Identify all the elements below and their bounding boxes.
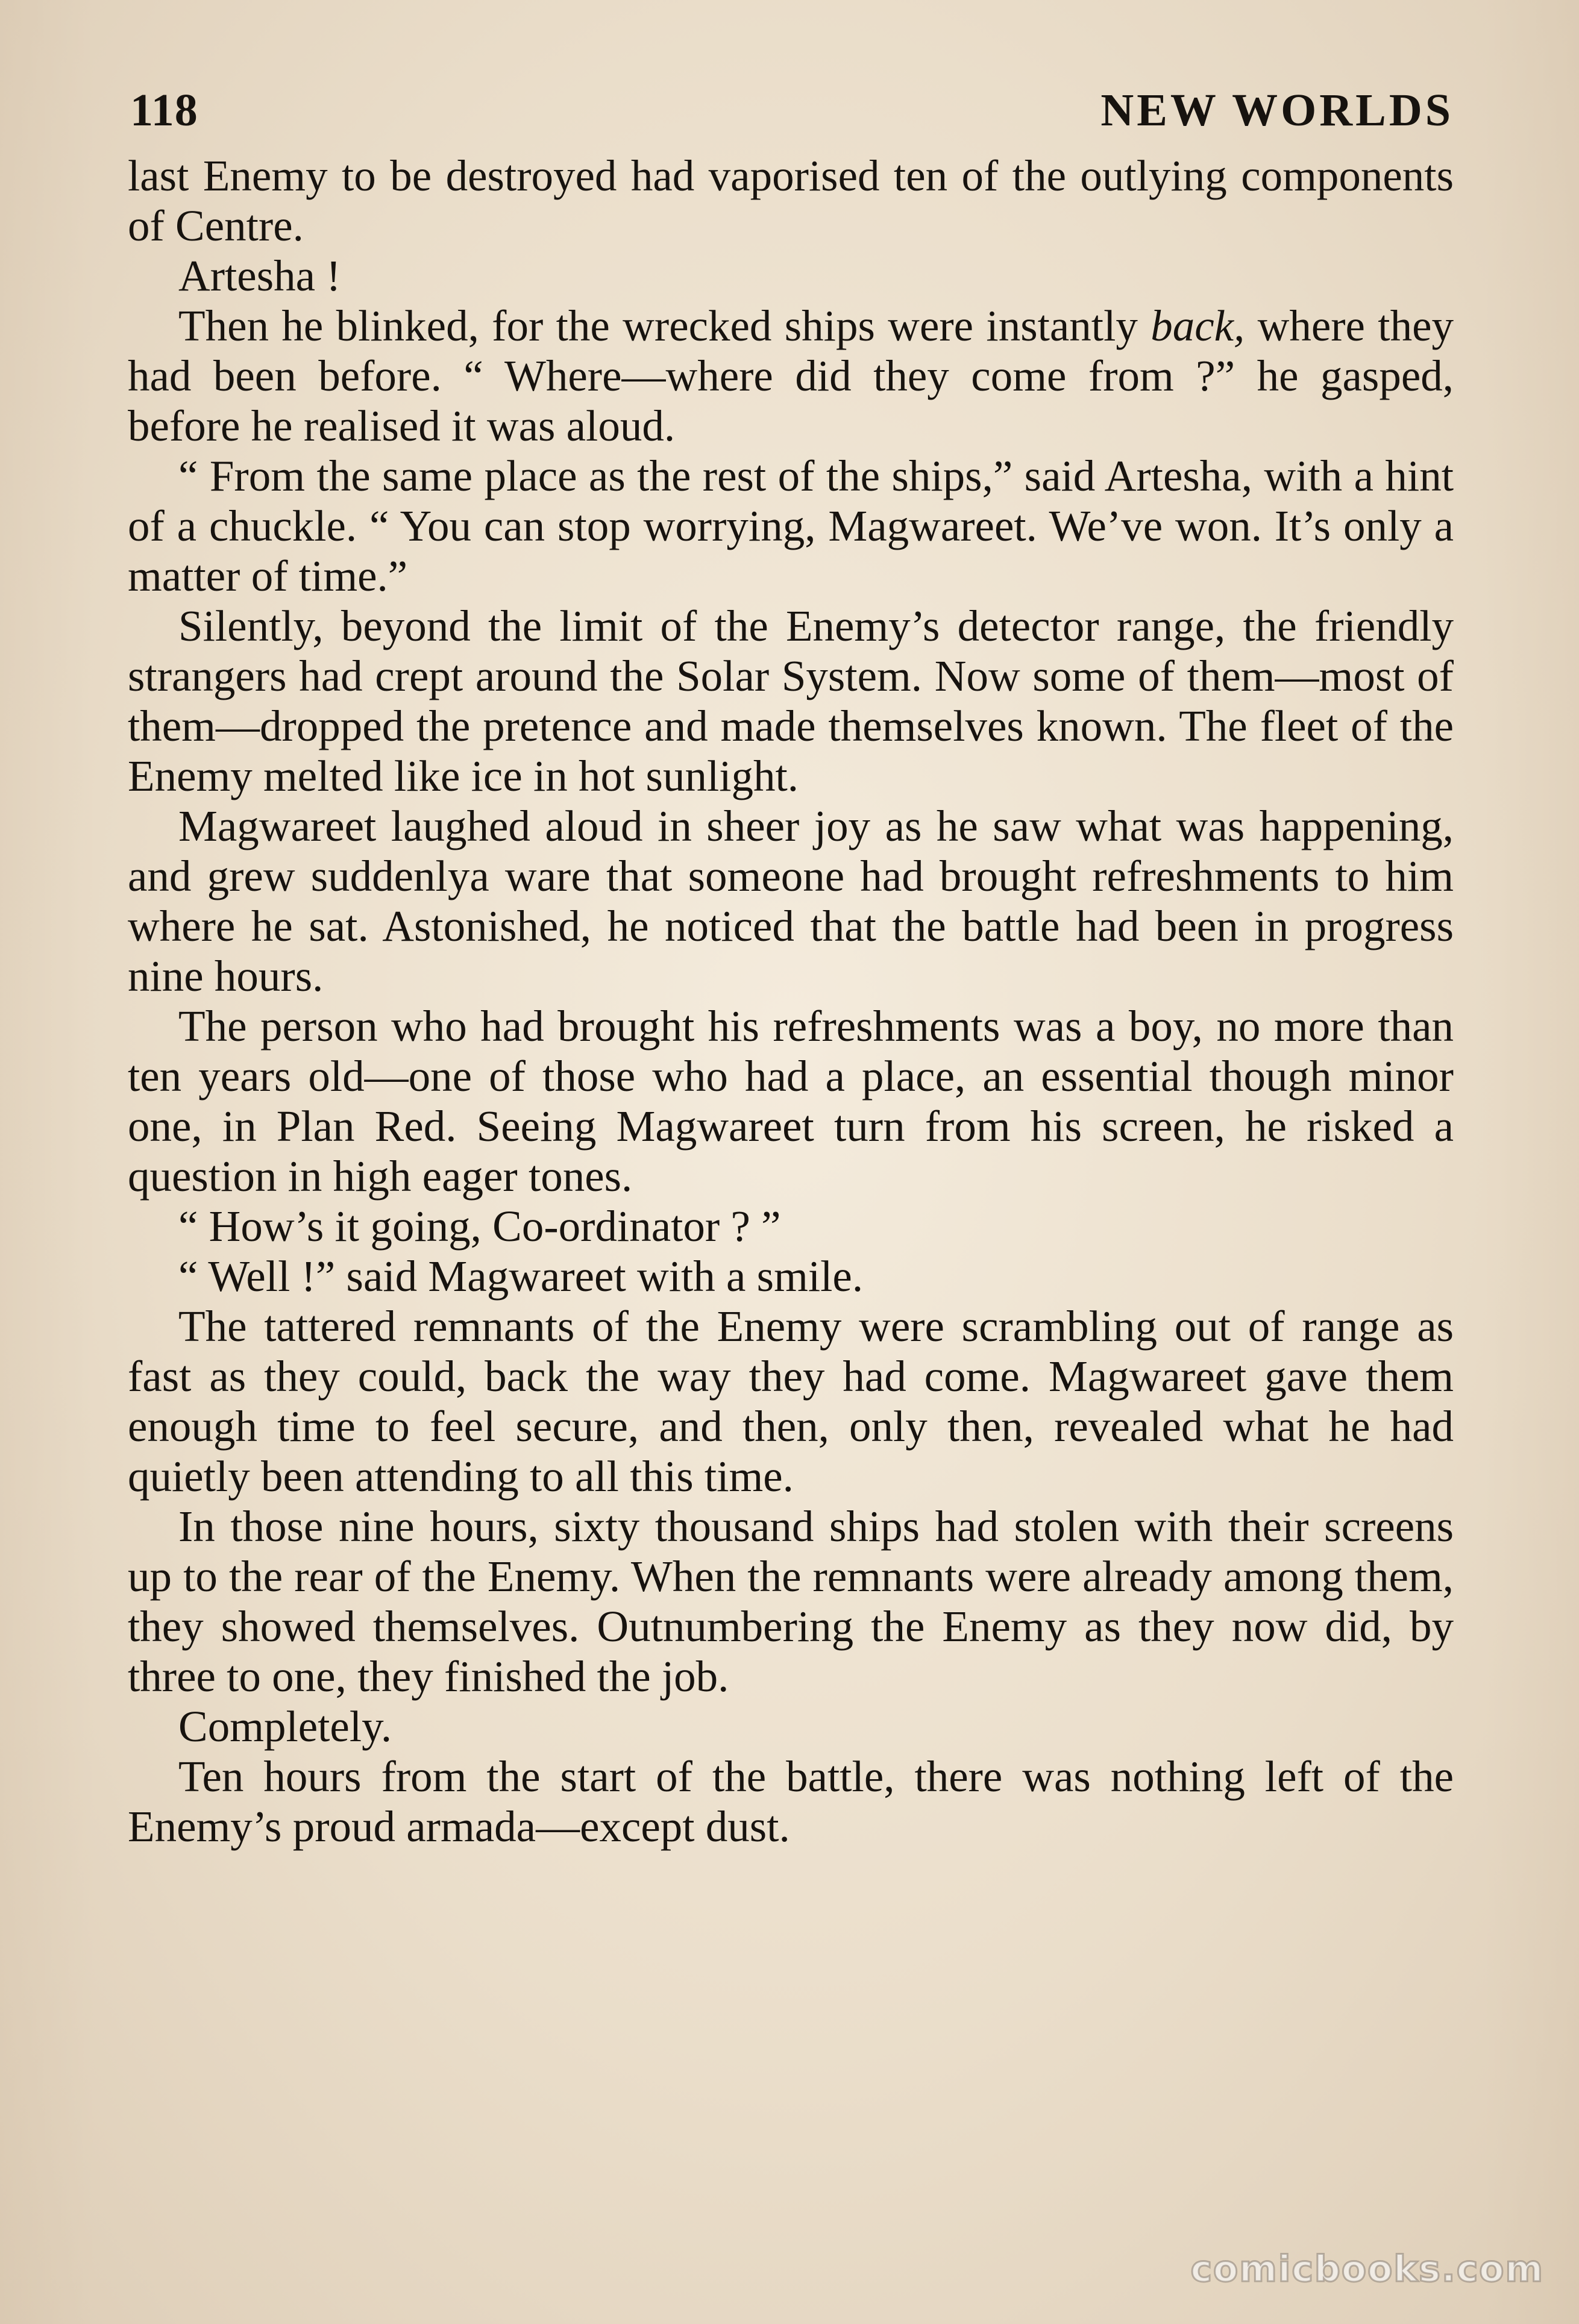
page-number: 118 (130, 85, 198, 136)
paragraph-3 (128, 301, 1454, 451)
paragraph-9: “ Well !” said Magwareet with a smile. (178, 1252, 864, 1301)
paragraph-1: last Enemy to be destroyed had vaporised ten of the outlying components of Centre. (128, 151, 1454, 250)
paragraph-3-start: Then he blinked, for the wrecked ships were instantly (178, 301, 1151, 350)
paragraph-13: Ten hours from the start of the battle, there was nothing left of the Enemy’s proud armada—except dust. (128, 1752, 1454, 1851)
watermark: comicbooks.com (1190, 2248, 1544, 2290)
paragraph-5: Silently, beyond the limit of the Enemy’s detector range, the friendly strangers had crept around the Solar System. Now some of them—most of them—dropped the pretence and made themselves known. The fleet of the Enemy melted like ice in hot sunlight. (128, 601, 1454, 800)
paragraph-7: The person who had brought his refreshments was a boy, no more than ten years old—one of those who had a place, an essential though minor one, in Plan Red. Seeing Magwareet turn from his screen, he risked a question in high eager tones. (128, 1002, 1454, 1201)
paragraph-2: Artesha ! (178, 251, 341, 300)
paragraph-8: “ How’s it going, Co-ordinator ? ” (178, 1202, 781, 1251)
magazine-title: NEW WORLDS (1100, 85, 1454, 136)
italic-back: back, (1151, 301, 1245, 350)
paragraph-10: The tattered remnants of the Enemy were scrambling out of range as fast as they could, back the way they had come. Magwareet gave them enough time to feel secure, and then, only then, revealed what he had quietly been attending to all this time. (128, 1302, 1454, 1501)
paragraph-4: “ From the same place as the rest of the ships,” said Artesha, with a hint of a chuckle. “ You can stop worrying, Magwareet. We’ve won. It’s only a matter of time.” (128, 451, 1454, 600)
running-head (128, 72, 1454, 145)
paragraph-11: In those nine hours, sixty thousand ships had stolen with their screens up to the rear of the Enemy. When the remnants were already among them, they showed themselves. Outnumbering the Enemy as they now did, by three to one, they finished the job. (128, 1502, 1454, 1701)
book-page (128, 72, 1454, 2242)
paragraph-3-end: where they had been before. “ Where—where did they come from ?” he gasped, before he realised it was aloud. (128, 301, 1454, 450)
paragraph-6: Magwareet laughed aloud in sheer joy as he saw what was happening, and grew suddenlya ware that someone had brought refreshments to him where he sat. Astonished, he noticed that the battle had been in progress nine hours. (128, 802, 1454, 1000)
paragraph-12: Completely. (178, 1702, 392, 1751)
story-text (128, 151, 1454, 1851)
